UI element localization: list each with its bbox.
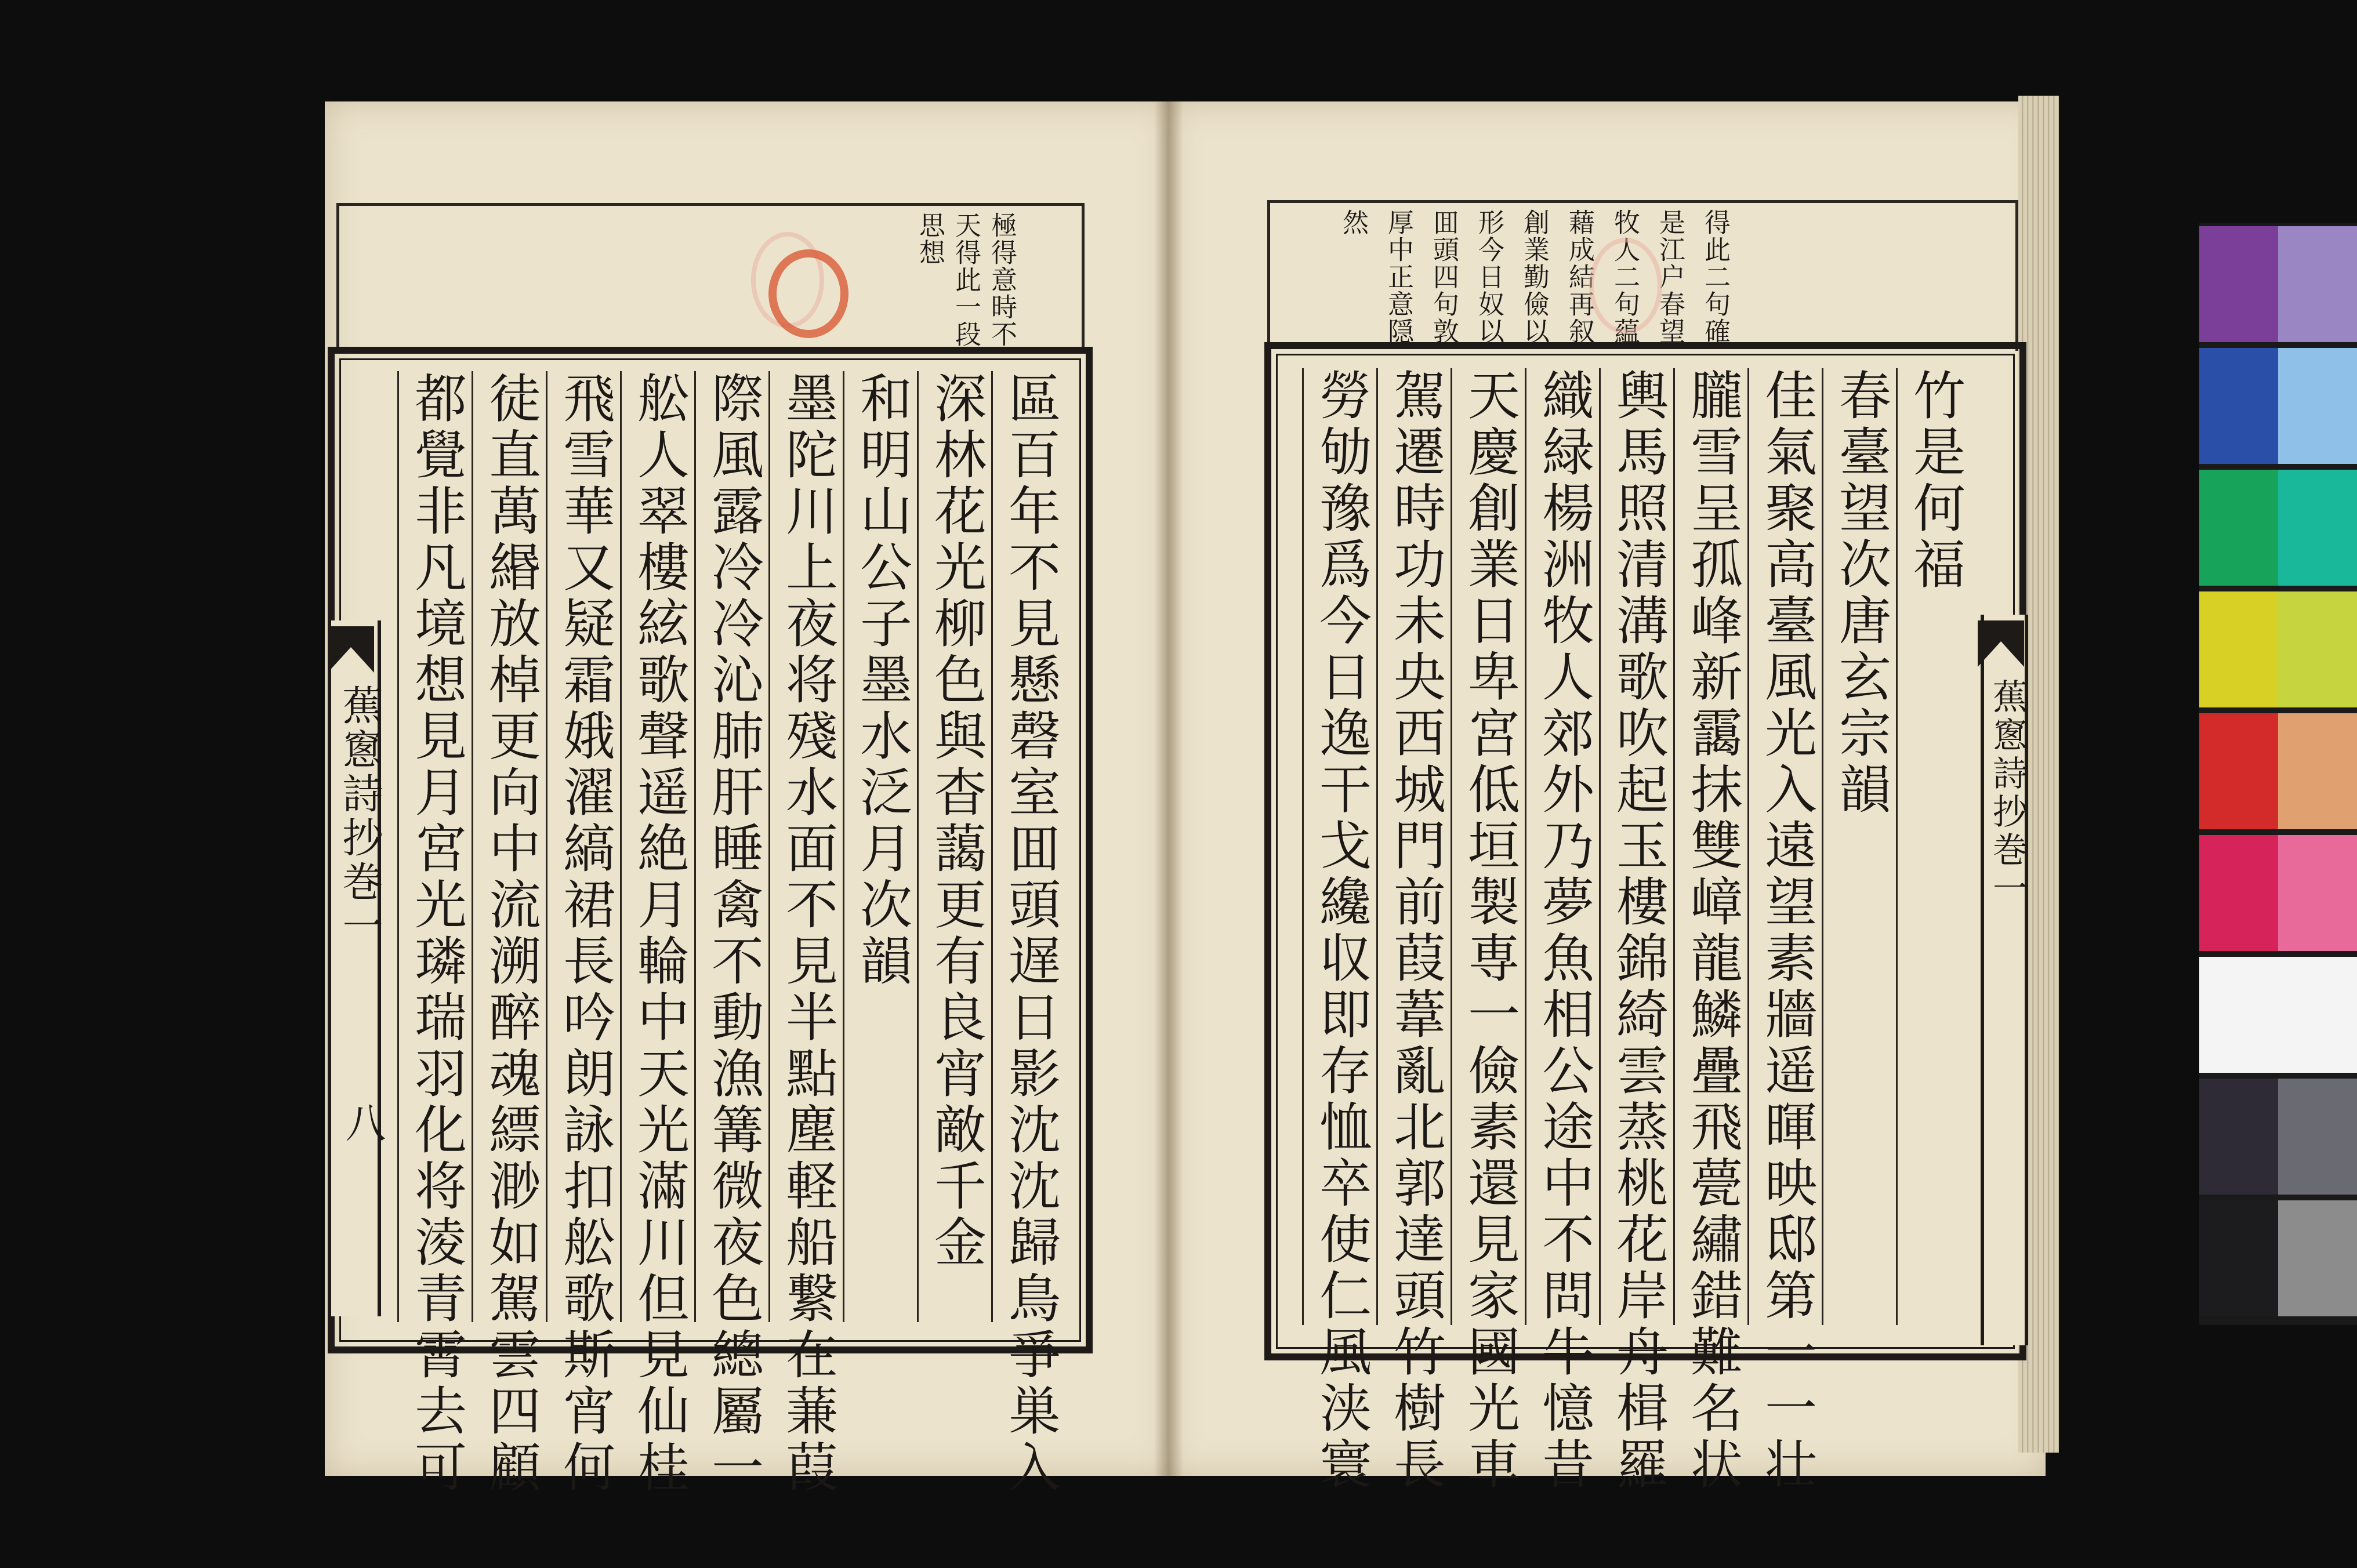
color-chip <box>2199 957 2278 1073</box>
body-text-column: 駕遷時功未央西城門前葭葦亂北郭達頭竹樹長 <box>1384 368 1445 1493</box>
body-text-column: 和明山公子墨水泛月次韻 <box>851 371 912 990</box>
headnote-column: 厚中正意隠 <box>1383 209 1414 345</box>
body-text-column: 區百年不見懸磬室囬頭遅日影沈沈歸鳥爭巣入 <box>999 371 1060 1496</box>
spine-title-right: 蕉窻詩抄巻一 <box>1987 678 2028 908</box>
color-chip <box>2278 1079 2357 1195</box>
headnote-column: 藉成結再叙 <box>1564 209 1595 345</box>
body-text-column: 織緑楊洲牧人郊外乃夢魚相公途中不問牛憶昔 <box>1533 368 1594 1493</box>
headnote-column: 天得此一段 <box>951 212 981 348</box>
headnote-column: 然 <box>1338 209 1369 236</box>
headnote-column: 得此二句確 <box>1700 209 1731 345</box>
color-chip <box>2278 835 2357 951</box>
color-chip <box>2278 470 2357 586</box>
body-text-column: 春臺望次唐玄宗韻 <box>1830 368 1891 818</box>
body-text-column: 飛雪華又疑霜娥濯縞裙長吟朗詠扣舩歌斯宵何 <box>554 371 615 1496</box>
color-chip <box>2199 713 2278 829</box>
color-chip <box>2199 835 2278 951</box>
body-text-column: 竹是何福 <box>1904 368 1965 593</box>
body-text-column: 佳氣聚高臺風光入遠望素牆遥暉映邸第一一壮 <box>1756 368 1816 1493</box>
spine-title-left: 蕉窻詩抄巻一 <box>336 684 383 949</box>
color-chip <box>2199 1200 2278 1316</box>
body-text-column: 徒直萬緡放棹更向中流溯醉魂縹渺如駕雲四顧 <box>480 371 541 1496</box>
body-text-column: 深林花光柳色與杳藹更有良宵敵千金 <box>925 371 986 1271</box>
color-chip <box>2199 226 2278 342</box>
color-chip <box>2199 1079 2278 1195</box>
color-chip <box>2278 348 2357 464</box>
seal-faint-right <box>1589 238 1662 334</box>
column-rule <box>397 371 399 1322</box>
left-headnote-area <box>336 212 1021 348</box>
body-text-column: 都覺非凡境想見月宮光璘瑞羽化将淩青霄去可 <box>405 371 466 1496</box>
book-gutter <box>1154 101 1183 1476</box>
headnote-column: 創業勤儉以 <box>1519 209 1550 345</box>
body-text-column: 際風露冷冷沁肺肝睡禽不動漁篝微夜色總屬一 <box>702 371 763 1496</box>
color-chip <box>2199 348 2278 464</box>
headnote-column: 囬頭四句敦 <box>1428 209 1459 345</box>
color-chip <box>2199 591 2278 707</box>
headnote-column: 極得意時不 <box>987 212 1017 348</box>
body-text-column: 天慶創業日卑宮低垣製専一儉素還見家國光車 <box>1459 368 1520 1493</box>
body-text-column: 舩人翠樓絃歌聲遥絶月輪中天光滿川但見仙桂 <box>628 371 689 1496</box>
color-checker-strip <box>2199 223 2357 1325</box>
color-chip <box>2278 957 2357 1073</box>
column-rule <box>1302 368 1304 1325</box>
folio-number: 八 <box>339 1102 386 1142</box>
headnote-column: 思想 <box>915 212 945 266</box>
headnote-column: 牧人二句藴 <box>1609 209 1640 345</box>
body-text-column: 朧雪呈孤峰新靄抹雙嶂龍鱗疊飛甍繡錯難名状 <box>1681 368 1742 1493</box>
left-body-text-area <box>383 371 1067 1496</box>
color-chip <box>2199 470 2278 586</box>
right-headnote-area <box>1311 209 1734 345</box>
headnote-column: 形今日奴以 <box>1474 209 1504 345</box>
right-body-text-area <box>1282 368 1972 1493</box>
body-text-column: 輿馬照清溝歌吹起玉樓錦綺雲蒸桃花岸舟楫羅 <box>1607 368 1668 1493</box>
body-text-column: 墨陀川上夜将殘水面不見半點塵軽船繋在蒹葭 <box>777 371 837 1496</box>
headnote-column: 是江户春望 <box>1655 209 1685 345</box>
color-chip <box>2278 226 2357 342</box>
color-chip <box>2278 1200 2357 1316</box>
color-chip <box>2278 713 2357 829</box>
red-seal-stamp <box>768 249 848 338</box>
body-text-column: 勞劬豫爲今日逸干戈纔収即存恤卒使仁風浃寰 <box>1310 368 1371 1493</box>
color-chip <box>2278 591 2357 707</box>
